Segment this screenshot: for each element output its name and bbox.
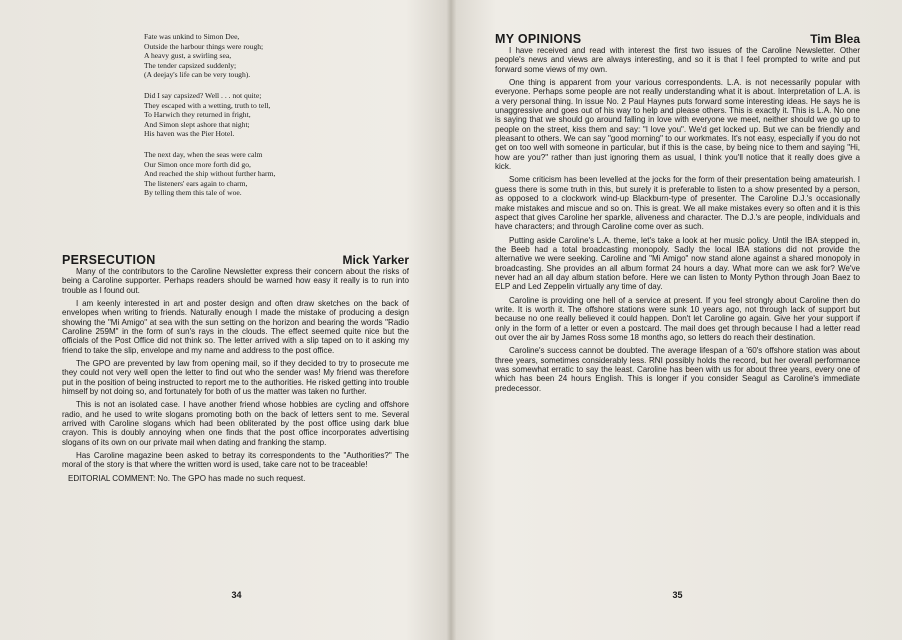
poem-line: The next day, when the seas were calm [144, 149, 263, 159]
poem-line: And reached the ship without further harm, [144, 169, 276, 179]
paragraph: One thing is apparent from your various correspondents. L.A. is not necessarily popular with everyone. Perhaps some people are not really understanding what it is about. Interpretation of L.A. is a very personal thing. In issue No. 2 Paul Haynes puts forward some interesting ideas. He says he is unaggressive and goes out of his way to help and please others. This is exactly it. This is L.A. No one is saying that we should go around falling in love with everyone we meet, neither should we go up to people on the street, kiss them and say: "I love you". We'd get locked up. But we can be friendly and pleasant to others. We can say "good morning" to our workmates. It's not easy, especially if you do not get on too well with someone in particular, but if this is the case, by being nice to them and saying "Hi, how are you?" rather than just ignoring them as usual, I think you'll notice that it really does give a kick. [495, 78, 860, 172]
poem-line: And Simon slept ashore that night; [144, 119, 250, 129]
poem-line: They escaped with a wetting, truth to tell, [144, 100, 271, 110]
poem-line: A heavy gust, a swirling sea, [144, 51, 232, 61]
article-title: PERSECUTION [62, 252, 156, 267]
paragraph: Caroline is providing one hell of a service at present. If you feel strongly about Caroline then do write. It is worth it. The offshore stations were sunk 10 years ago, not through lack of support but because no one really believed it could happen. Don't let Caroline go again. Give her your support if only in the form of a letter or even a postcard. The mail does get through because I had a letter read out over the air by James Ross some 18 months ago, so letters do reach their destination. [495, 295, 860, 342]
paragraph: Has Caroline magazine been asked to betray its correspondents to the "Authorities?" The moral of the story is that where the written word is used, take care not to be traceable! [62, 451, 409, 470]
poem-line: The listeners' ears again to charm, [144, 178, 248, 188]
poem-line: His haven was the Pier Hotel. [144, 129, 235, 139]
poem-line: To Harwich they returned in fright, [144, 110, 251, 120]
paragraph: The GPO are prevented by law from opening mail, so if they decided to try to prosecute me they could not very well open the letter to find out who the sender was! My friend was therefore put in the position of being instructed to report me to the authorities. He risked getting into trouble himself by not doing so, and fortunately for both of us the matter was taken no further. [62, 359, 409, 397]
page-number: 35 [672, 590, 683, 600]
poem-line: (A deejay's life can be very tough). [144, 70, 251, 80]
opinions-article-header [495, 32, 860, 46]
right-page [453, 0, 902, 640]
poem-line: The tender capsized suddenly; [144, 60, 237, 70]
paragraph: I have received and read with interest the first two issues of the Caroline Newsletter. Other people's news and views are always interesting, and so it is that I feel prompted to write and put forward some views of my own. [495, 46, 860, 74]
poem-line: Did I say capsized? Well . . . not quite; [144, 90, 262, 100]
poem-stanza [144, 91, 384, 139]
poem-line: Fate was unkind to Simon Dee, [144, 32, 240, 41]
poem-line: Outside the harbour things were rough; [144, 41, 264, 51]
poem [144, 32, 384, 198]
paragraph: Putting aside Caroline's L.A. theme, let's take a look at her music policy. Until the IBA stepped in, the Beeb had a total broadcasting monopoly. Sadly the local IBA stations did not provide the alternative we were seeking. Caroline and "Mi Amigo" now stand alone against a shared monopoly in broadcasting. She provides an all album format 24 hours a day. What more can we ask for? We've never had an all day album station before. Here we can listen to Monty Python through Joan Baez to ELP and Led Zeppelin virtually any time of day. [495, 235, 860, 292]
paragraph: I am keenly interested in art and poster design and often draw sketches on the back of envelopes when writing to friends. Naturally enough I made the mistake of producing a design showing the "Mi Amigo" at sea with the sun setting on the horizon and bearing the words "Radio Caroline 259M" in the form of sun's rays in the clouds. The effect seemed quite nice but the officials of the Post Office did not think so. The letter arrived with a slip taped on to it asking my friend to take the slip, envelope and my name and address to the post office. [62, 298, 409, 355]
poem-line: Our Simon once more forth did go, [144, 159, 251, 169]
page-number: 34 [231, 590, 242, 600]
paragraph: Caroline's success cannot be doubted. The average lifespan of a '60's offshore station was about three years, sometimes considerably less. RNI possibly holds the record, but her overall performance was somewhat erratic to say the least. Caroline has been with us for about three years, every one of which has been 24 hours English. This is longer if you consider Seagul as Caroline's immediate predecessor. [495, 346, 860, 393]
article-author: Mick Yarker [342, 252, 409, 267]
paragraph: Many of the contributors to the Caroline Newsletter express their concern about the risks of being a Caroline supporter. Perhaps readers should be warned how easy it really is to run into trouble as I found out. [62, 266, 409, 295]
poem-line: By telling them this tale of woe. [144, 188, 242, 198]
article-title: MY OPINIONS [495, 32, 582, 46]
left-page [0, 0, 449, 640]
editorial-comment: EDITORIAL COMMENT: No. The GPO has made no such request. [68, 473, 306, 483]
opinions-article-body [495, 46, 860, 393]
paragraph: This is not an isolated case. I have another friend whose hobbies are cycling and offshore radio, and he used to write slogans promoting both on the back of letters sent to me. Several arrived with Caroline slogans which had been obliterated by the post office using dark blue crayon. This is doubly annoying when one finds that the post office incorporates advertising slogans of its own on our private mail when dating and franking the stamp. [62, 400, 409, 447]
persecution-article-header [62, 253, 409, 267]
article-author: Tim Blea [810, 32, 860, 46]
poem-stanza [144, 150, 384, 198]
poem-stanza [144, 32, 384, 80]
persecution-article-body [62, 267, 409, 483]
paragraph: Some criticism has been levelled at the jocks for the form of their presentation being amateurish. I guess there is some truth in this, but surely it is preferable to listen to a show presented by a person, as opposed to a clockwork wind-up Blackburn-type of presenter. The Caroline D.J.'s occasionally make mistakes and miscue and so on. This is great. We all make mistakes every so often and it is this aspect that gives Caroline her sparkle, aliveness and character. The D.J.'s are people, individuals and have characters; and through Caroline come over as such. [495, 175, 860, 232]
